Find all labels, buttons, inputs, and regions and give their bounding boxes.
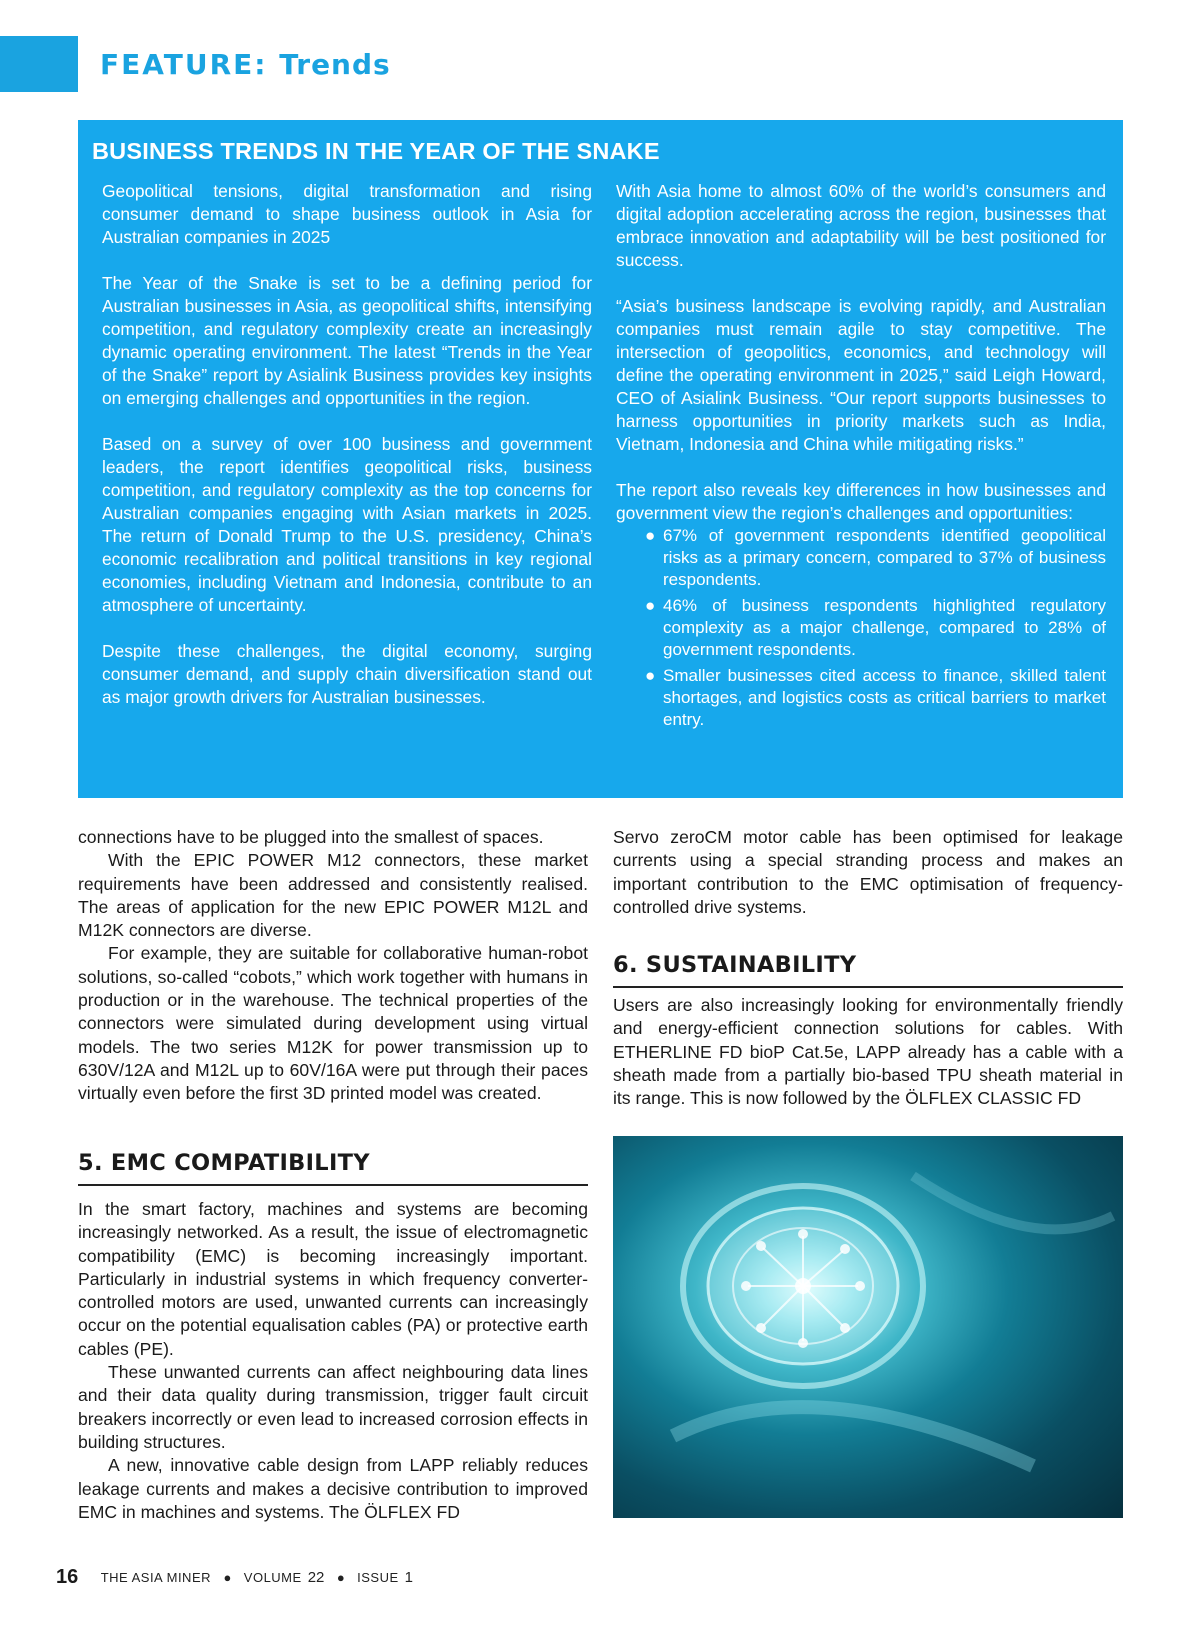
article-column-right — [613, 826, 1123, 919]
box-right-column — [616, 180, 1106, 735]
page-number: 16 — [56, 1566, 79, 1588]
box-paragraph: Geopolitical tensions, digital transformation and rising consumer demand to shape business outlook in Asia for Australian companies in 2025 — [102, 181, 592, 247]
bullet-item: ● 46% of business respondents highlighted regulatory complexity as a major challenge, compared to 28% of government respondents. — [645, 596, 1106, 659]
bullet-item: ● 67% of government respondents identified geopolitical risks as a primary concern, compared to 37% of business respondents. — [645, 526, 1106, 589]
article-column-left-lower — [78, 1198, 588, 1524]
body-paragraph: connections have to be plugged into the smallest of spaces. — [78, 827, 544, 847]
body-paragraph: A new, innovative cable design from LAPP reliably reduces leakage currents and makes a decisive contribution to improved EMC in machines and systems. The ÖLFLEX FD — [78, 1455, 588, 1522]
bullet-icon: ● — [645, 526, 656, 545]
bullet-icon: ● — [336, 1570, 345, 1585]
bullet-list — [616, 525, 1106, 731]
body-paragraph: Servo zeroCM motor cable has been optimised for leakage currents using a special stranding process and makes an important contribution to the EMC optimisation of frequency-controlled drive systems. — [613, 827, 1123, 917]
issue-number: 1 — [404, 1569, 413, 1586]
box-paragraph: Based on a survey of over 100 business and government leaders, the report identifies geopolitical risks, business competition, and regulatory complexity as the top concerns for Australian companies engaging with Asian markets in 2025. The return of Donald Trump to the U.S. presidency, China’s economic recalibration and political transitions in key regional economies, including Vietnam and Indonesia, contribute to an atmosphere of uncertainty. — [102, 434, 592, 615]
article-column-left — [78, 826, 588, 1106]
body-paragraph: In the smart factory, machines and systems are becoming increasingly networked. As a result, the issue of electromagnetic compatibility (EMC) is becoming increasingly important. Particularly in industrial systems in which frequency converter-controlled motors are used, unwanted currents can increasingly occur on the potential equalisation cables (PA) or protective earth cables (PE). — [78, 1199, 588, 1359]
header-accent-block — [0, 36, 78, 92]
section-header — [100, 48, 391, 81]
body-paragraph: These unwanted currents can affect neighbouring data lines and their data quality during transmission, trigger fault circuit breakers incorrectly or even lead to increased corrosion effects in building structures. — [78, 1362, 588, 1452]
box-title: BUSINESS TRENDS IN THE YEAR OF THE SNAKE — [92, 138, 660, 164]
section-rule — [78, 1184, 588, 1186]
section-heading-emc: 5. EMC COMPATIBILITY — [78, 1150, 370, 1176]
volume-label: VOLUME — [243, 1570, 302, 1585]
body-paragraph: For example, they are suitable for collaborative human-robot solutions, so-called “cobots,” which work together with humans in production or in the warehouse. The technical properties of the connectors were simulated during development using virtual models. The two series M12K for power transmission up to 630V/12A and M12L up to 60V/16A were put through their paces virtually even before the first 3D printed model was created. — [78, 943, 588, 1104]
box-paragraph: Despite these challenges, the digital economy, surging consumer demand, and supply chain diversification stand out as major growth drivers for Australian businesses. — [102, 641, 592, 707]
sidebar-box — [78, 120, 1123, 798]
box-paragraph: With Asia home to almost 60% of the world’s consumers and digital adoption accelerating across the region, businesses that embrace innovation and adaptability will be best positioned for success. — [616, 181, 1106, 270]
cable-connector-photo — [613, 1136, 1123, 1518]
section-rule — [613, 986, 1123, 988]
box-paragraph: “Asia’s business landscape is evolving rapidly, and Australian companies must remain agile to stay competitive. The intersection of geopolitics, economics, and technology will define the operating environment in 2025,” said Leigh Howard, CEO of Asialink Business. “Our report supports businesses to harness opportunities in priority markets such as India, Vietnam, Indonesia and China while mitigating risks.” — [616, 296, 1106, 454]
bullet-icon: ● — [645, 666, 656, 685]
body-paragraph: With the EPIC POWER M12 connectors, these market requirements have been addressed and consistently realised. The areas of application for the new EPIC POWER M12L and M12K connectors are diverse. — [78, 850, 588, 941]
body-paragraph: Users are also increasingly looking for environmentally friendly and energy-efficient connection solutions for cables. With ETHERLINE FD bioP Cat.5e, LAPP already has a cable with a sheath made from a partially bio-based TPU sheath material in its range. This is now followed by the ÖLFLEX CLASSIC FD — [613, 995, 1123, 1109]
connector-illustration — [613, 1136, 1123, 1518]
magazine-name: THE ASIA MINER — [100, 1570, 212, 1585]
bullet-item: ● Smaller businesses cited access to finance, skilled talent shortages, and logistics costs as critical barriers to market entry. — [645, 666, 1106, 729]
volume-number: 22 — [307, 1569, 325, 1586]
page-footer — [56, 1566, 413, 1589]
bullet-icon: ● — [223, 1570, 232, 1585]
box-left-column — [102, 180, 592, 732]
section-heading-sustainability: 6. SUSTAINABILITY — [613, 952, 857, 978]
section-label: Trends — [279, 48, 391, 81]
feature-label: FEATURE: — [100, 48, 268, 81]
box-paragraph: The report also reveals key differences in how businesses and government view the region’s challenges and opportunities: — [616, 480, 1106, 523]
box-paragraph: The Year of the Snake is set to be a defining period for Australian businesses in Asia, as geopolitical shifts, intensifying competition, and regulatory complexity create an increasingly dynamic operating environment. The latest “Trends in the Year of the Snake” report by Asialink Business provides key insights on emerging challenges and opportunities in the region. — [102, 273, 592, 408]
issue-label: ISSUE — [357, 1570, 399, 1585]
bullet-icon: ● — [645, 596, 656, 615]
article-column-right-lower — [613, 994, 1123, 1110]
